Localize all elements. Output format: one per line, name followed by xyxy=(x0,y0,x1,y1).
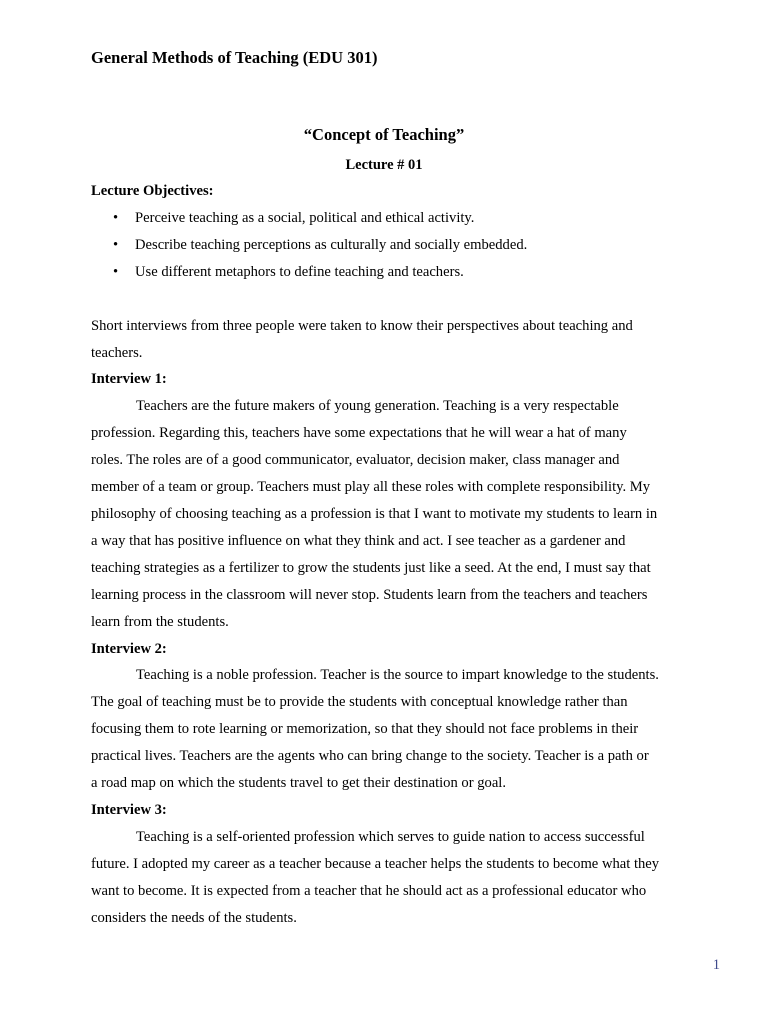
intro-line: teachers. xyxy=(91,344,143,361)
interview-2-paragraph xyxy=(91,662,691,797)
objective-text: Perceive teaching as a social, political and ethical activity. xyxy=(135,209,475,226)
objectives-heading: Lecture Objectives: xyxy=(91,183,214,199)
objective-text: Describe teaching perceptions as culturally and socially embedded. xyxy=(135,236,528,253)
document-title: “Concept of Teaching” xyxy=(303,125,465,144)
document-body xyxy=(91,178,691,931)
bullet-icon: • xyxy=(113,209,119,226)
interview-3-heading: Interview 3: xyxy=(91,801,167,818)
paragraph-line: Teaching is a noble profession. Teacher is the source to impart knowledge to the students. xyxy=(136,667,659,684)
paragraph-line: considers the needs of the students. xyxy=(91,909,297,926)
objective-text: Use different metaphors to define teaching and teachers. xyxy=(135,263,464,280)
paragraph-line: learning process in the classroom will never stop. Students learn from the teachers and teachers xyxy=(91,586,648,603)
paragraph-line: The goal of teaching must be to provide the students with conceptual knowledge rather than xyxy=(91,694,628,711)
paragraph-line: philosophy of choosing teaching as a profession is that I want to motivate my students to learn in xyxy=(91,505,658,522)
bullet-icon: • xyxy=(113,236,119,253)
intro-paragraph xyxy=(91,313,691,367)
paragraph-line: learn from the students. xyxy=(91,613,229,630)
interview-1-paragraph xyxy=(91,393,691,635)
objectives-list xyxy=(91,205,691,286)
interview-1-heading: Interview 1: xyxy=(91,371,167,388)
intro-line: Short interviews from three people were taken to know their perspectives about teaching and xyxy=(91,317,633,334)
objective-item xyxy=(91,232,691,259)
paragraph-line: profession. Regarding this, teachers have some expectations that he will wear a hat of many xyxy=(91,425,627,442)
paragraph-line: a road map on which the students travel to get their destination or goal. xyxy=(91,775,507,792)
paragraph-line: a way that has positive influence on what they think and act. I see teacher as a gardener and xyxy=(91,532,626,549)
interview-2-heading: Interview 2: xyxy=(91,640,167,657)
bullet-icon: • xyxy=(113,263,119,280)
objective-item xyxy=(91,259,691,286)
paragraph-line: Teachers are the future makers of young generation. Teaching is a very respectable xyxy=(136,398,619,415)
lecture-number: Lecture # 01 xyxy=(345,157,423,173)
objective-item xyxy=(91,205,691,232)
course-title: General Methods of Teaching (EDU 301) xyxy=(91,48,378,67)
paragraph-line: want to become. It is expected from a teacher that he should act as a professional educator who xyxy=(91,882,647,899)
paragraph-line: teaching strategies as a fertilizer to grow the students just like a seed. At the end, I must say that xyxy=(91,559,651,576)
paragraph-line: future. I adopted my career as a teacher because a teacher helps the students to become what they xyxy=(91,855,660,872)
paragraph-line: Teaching is a self-oriented profession which serves to guide nation to access successful xyxy=(136,828,645,845)
paragraph-line: focusing them to rote learning or memorization, so that they should not face problems in their xyxy=(91,721,639,738)
paragraph-line: member of a team or group. Teachers must play all these roles with complete responsibility. My xyxy=(91,479,651,496)
paragraph-line: practical lives. Teachers are the agents who can bring change to the society. Teacher is a path or xyxy=(91,748,649,765)
spacer xyxy=(91,286,691,313)
interview-3-paragraph xyxy=(91,824,691,932)
paragraph-line: roles. The roles are of a good communicator, evaluator, decision maker, class manager and xyxy=(91,452,620,469)
page-number: 1 xyxy=(712,957,720,973)
